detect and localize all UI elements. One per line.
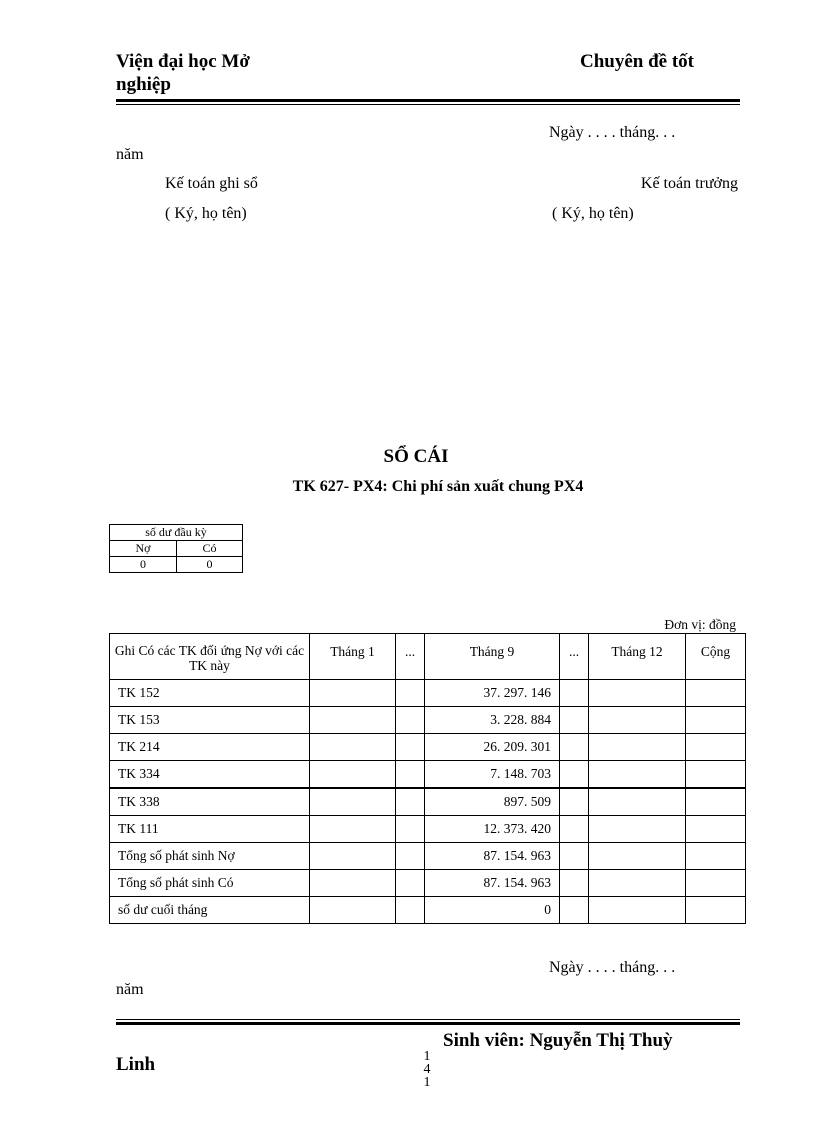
cell-ellipsis-1: [396, 870, 425, 897]
chief-accountant-title: Kế toán trưởng: [640, 175, 738, 192]
cell-month-9: 0: [425, 897, 560, 924]
table-row: [110, 816, 746, 843]
header-month-9: Tháng 9: [425, 634, 560, 680]
ledger-table: [109, 633, 746, 924]
cell-month-12: [589, 870, 686, 897]
ledger-title: SỔ CÁI: [383, 446, 449, 467]
cell-ellipsis-1: [396, 843, 425, 870]
cell-account: TK 111: [110, 816, 310, 843]
institute-line-1: Viện đại học Mở: [116, 51, 250, 72]
ledger-body: [110, 680, 746, 924]
institute-line-2: nghiệp: [116, 74, 171, 95]
cell-ellipsis-1: [396, 816, 425, 843]
cell-month-12: [589, 680, 686, 707]
cell-total: [686, 680, 746, 707]
footer-rule-thin: [116, 1019, 740, 1020]
bottom-date-line: Ngày . . . . tháng. . .: [549, 959, 676, 976]
bottom-date-year: năm: [116, 981, 144, 998]
opening-debit-value: 0: [110, 557, 177, 573]
cell-month-12: [589, 707, 686, 734]
cell-total: [686, 870, 746, 897]
accountant-sign-note: ( Ký, họ tên): [165, 205, 247, 222]
cell-month-12: [589, 788, 686, 816]
cell-total: [686, 761, 746, 789]
cell-month-1: [310, 761, 396, 789]
header-account: Ghi Có các TK đối ứng Nợ với các TK này: [110, 634, 310, 680]
cell-month-12: [589, 843, 686, 870]
cell-ellipsis-2: [560, 680, 589, 707]
cell-account: TK 214: [110, 734, 310, 761]
cell-account: Tổng số phát sinh Có: [110, 870, 310, 897]
cell-account: TK 338: [110, 788, 310, 816]
header-ellipsis-2: ...: [560, 634, 589, 680]
ledger-subtitle: TK 627- PX4: Chi phí sản xuất chung PX4: [292, 478, 584, 495]
cell-month-12: [589, 897, 686, 924]
top-date-year: năm: [116, 146, 144, 163]
table-row: [110, 680, 746, 707]
cell-ellipsis-1: [396, 897, 425, 924]
ledger-header-row: [110, 634, 746, 680]
cell-ellipsis-2: [560, 843, 589, 870]
cell-month-12: [589, 761, 686, 789]
cell-month-1: [310, 680, 396, 707]
student-name: Sinh viên: Nguyễn Thị Thuỳ: [443, 1030, 673, 1051]
table-row: [110, 707, 746, 734]
header-ellipsis-1: ...: [396, 634, 425, 680]
cell-ellipsis-2: [560, 707, 589, 734]
unit-note: Đơn vị: đồng: [664, 617, 736, 632]
topic-title: Chuyên đề tốt: [580, 51, 695, 72]
student-name-continued: Linh: [116, 1054, 156, 1075]
page-digit-1: 1: [423, 1049, 431, 1064]
cell-account: số dư cuối tháng: [110, 897, 310, 924]
top-date-line: Ngày . . . . tháng. . .: [549, 124, 676, 141]
opening-balance-title: số dư đầu kỳ: [110, 525, 243, 541]
header-total: Cộng: [686, 634, 746, 680]
cell-ellipsis-2: [560, 816, 589, 843]
cell-month-9: 897. 509: [425, 788, 560, 816]
cell-total: [686, 897, 746, 924]
cell-ellipsis-1: [396, 788, 425, 816]
header-rule-thin: [116, 104, 740, 105]
opening-credit-label: Có: [177, 541, 243, 557]
cell-month-1: [310, 788, 396, 816]
header-month-1: Tháng 1: [310, 634, 396, 680]
cell-total: [686, 816, 746, 843]
chief-accountant-sign-note: ( Ký, họ tên): [552, 205, 634, 222]
cell-total: [686, 734, 746, 761]
cell-ellipsis-1: [396, 761, 425, 789]
accountant-title: Kế toán ghi sổ: [165, 175, 258, 192]
cell-account: TK 152: [110, 680, 310, 707]
cell-ellipsis-1: [396, 734, 425, 761]
table-row: [110, 843, 746, 870]
cell-month-1: [310, 707, 396, 734]
cell-month-9: 87. 154. 963: [425, 870, 560, 897]
cell-month-9: 37. 297. 146: [425, 680, 560, 707]
cell-ellipsis-2: [560, 734, 589, 761]
cell-month-9: 7. 148. 703: [425, 761, 560, 789]
cell-month-9: 87. 154. 963: [425, 843, 560, 870]
header-month-12: Tháng 12: [589, 634, 686, 680]
cell-month-1: [310, 734, 396, 761]
page-digit-3: 1: [423, 1075, 431, 1090]
institute-name: [116, 50, 250, 96]
cell-month-12: [589, 816, 686, 843]
cell-ellipsis-2: [560, 897, 589, 924]
opening-credit-value: 0: [177, 557, 243, 573]
cell-month-12: [589, 734, 686, 761]
page-number: [417, 1050, 437, 1089]
cell-total: [686, 707, 746, 734]
cell-account: TK 153: [110, 707, 310, 734]
cell-account: TK 334: [110, 761, 310, 789]
table-row: [110, 870, 746, 897]
cell-month-1: [310, 843, 396, 870]
page-digit-2: 4: [423, 1062, 431, 1077]
cell-ellipsis-2: [560, 788, 589, 816]
table-row: [110, 897, 746, 924]
header-rule-thick: [116, 99, 740, 102]
cell-ellipsis-2: [560, 761, 589, 789]
cell-total: [686, 788, 746, 816]
cell-account: Tổng số phát sinh Nợ: [110, 843, 310, 870]
table-row: [110, 761, 746, 789]
opening-debit-label: Nợ: [110, 541, 177, 557]
table-row: [110, 788, 746, 816]
cell-ellipsis-1: [396, 707, 425, 734]
cell-month-9: 12. 373. 420: [425, 816, 560, 843]
cell-month-1: [310, 816, 396, 843]
cell-total: [686, 843, 746, 870]
footer-rule-thick: [116, 1022, 740, 1025]
cell-month-1: [310, 897, 396, 924]
cell-ellipsis-1: [396, 680, 425, 707]
cell-month-1: [310, 870, 396, 897]
cell-ellipsis-2: [560, 870, 589, 897]
opening-balance-table: [109, 524, 243, 573]
cell-month-9: 26. 209. 301: [425, 734, 560, 761]
table-row: [110, 734, 746, 761]
cell-month-9: 3. 228. 884: [425, 707, 560, 734]
